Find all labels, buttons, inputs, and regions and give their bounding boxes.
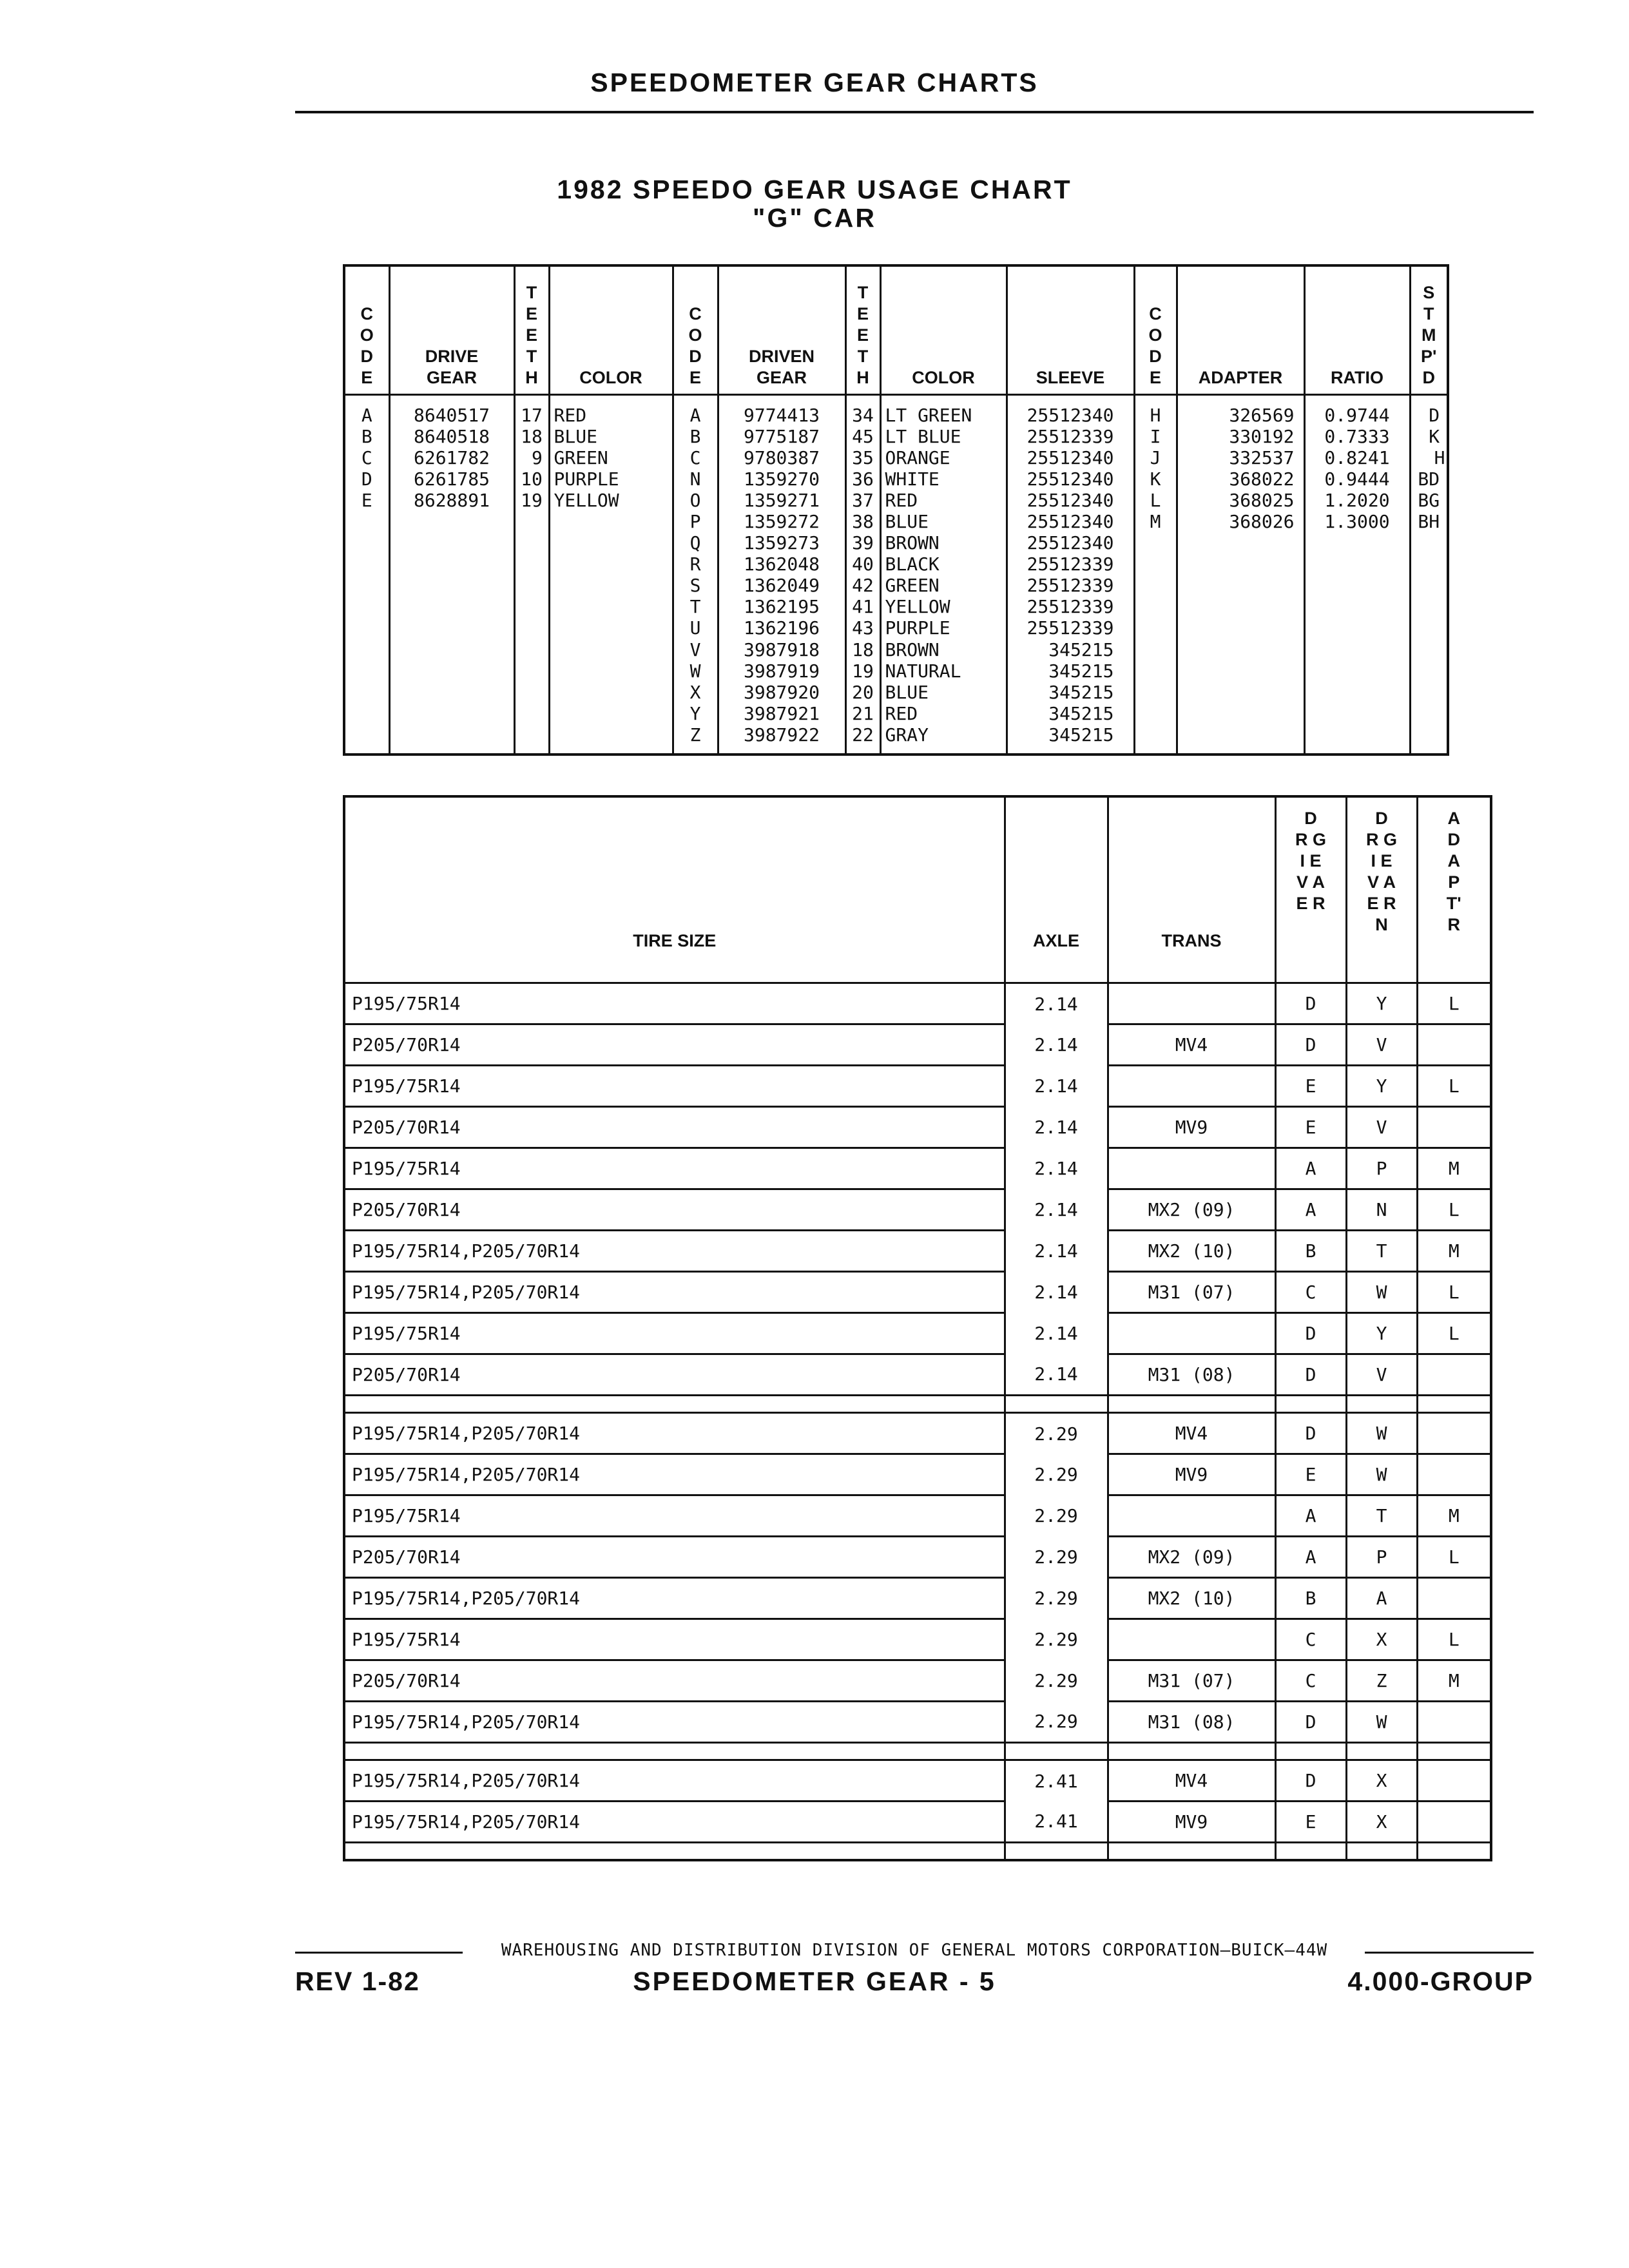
driver-gear-cell: B xyxy=(1275,1231,1346,1272)
separator-cell xyxy=(344,1743,1005,1760)
adapter-cell: L xyxy=(1417,1189,1491,1231)
trans-cell xyxy=(1108,1495,1275,1537)
adapter-cell: L xyxy=(1417,1313,1491,1354)
driven-code-column: A B C N O P Q R S T U V W X Y Z xyxy=(673,394,718,754)
usage-row xyxy=(344,1313,1491,1354)
driven-gear-cell: P xyxy=(1346,1537,1417,1578)
header-tire-size: TIRE SIZE xyxy=(344,796,1005,983)
driver-gear-cell: D xyxy=(1275,1702,1346,1743)
tire-size-cell: P195/75R14 xyxy=(344,1148,1005,1189)
separator-cell xyxy=(1417,1396,1491,1413)
axle-cell: 2.14 xyxy=(1005,1272,1108,1313)
separator-cell xyxy=(1108,1743,1275,1760)
driven-gear-cell: Z xyxy=(1346,1660,1417,1702)
group-separator xyxy=(344,1743,1491,1760)
trans-cell xyxy=(1108,1066,1275,1107)
driven-gear-cell: W xyxy=(1346,1413,1417,1454)
driver-gear-cell: D xyxy=(1275,1024,1346,1066)
adapter-cell: L xyxy=(1417,1272,1491,1313)
driver-gear-cell: D xyxy=(1275,983,1346,1024)
tire-size-cell: P205/70R14 xyxy=(344,1107,1005,1148)
axle-cell: 2.29 xyxy=(1005,1619,1108,1660)
group-separator xyxy=(344,1396,1491,1413)
top-rule xyxy=(295,111,1534,113)
tire-size-cell: P205/70R14 xyxy=(344,1024,1005,1066)
driven-gear-cell: W xyxy=(1346,1454,1417,1495)
driver-gear-cell: A xyxy=(1275,1537,1346,1578)
driver-gear-cell: D xyxy=(1275,1313,1346,1354)
tire-size-cell: P195/75R14,P205/70R14 xyxy=(344,1760,1005,1802)
tire-size-cell: P195/75R14 xyxy=(344,1495,1005,1537)
gear-table xyxy=(343,264,1449,756)
driver-gear-cell: D xyxy=(1275,1760,1346,1802)
drive-teeth-column: 17 18 9 10 19 xyxy=(514,394,549,754)
adapter-cell: M xyxy=(1417,1660,1491,1702)
chart-title-line1: 1982 SPEEDO GEAR USAGE CHART xyxy=(557,175,1072,204)
driven-gear-cell: X xyxy=(1346,1619,1417,1660)
tire-size-cell: P195/75R14 xyxy=(344,1066,1005,1107)
axle-cell: 2.14 xyxy=(1005,1107,1108,1148)
driven-teeth-column: 34 45 35 36 37 38 39 40 42 41 43 18 19 20 21 22 xyxy=(845,394,880,754)
axle-cell: 2.29 xyxy=(1005,1413,1108,1454)
sleeve-column: 25512340 25512339 25512340 25512340 25512340 25512340 25512340 25512339 25512339 25512339 25512339 345215 345215 345215 345215 345215 xyxy=(1007,394,1134,754)
usage-row xyxy=(344,983,1491,1024)
header-axle: AXLE xyxy=(1005,796,1108,983)
adapter-cell xyxy=(1417,1354,1491,1396)
tire-size-cell: P205/70R14 xyxy=(344,1354,1005,1396)
header-teeth-driven: T E E T H xyxy=(845,265,880,394)
adapter-cell: M xyxy=(1417,1495,1491,1537)
separator-cell xyxy=(1005,1843,1108,1861)
trans-cell: MV4 xyxy=(1108,1413,1275,1454)
adapter-cell: L xyxy=(1417,1619,1491,1660)
trans-cell: M31 (07) xyxy=(1108,1660,1275,1702)
adapter-cell: L xyxy=(1417,1066,1491,1107)
chart-title-line2: "G" CAR xyxy=(753,203,876,233)
header-teeth-drive: T E E T H xyxy=(514,265,549,394)
driver-gear-cell: A xyxy=(1275,1189,1346,1231)
axle-cell: 2.14 xyxy=(1005,1354,1108,1396)
axle-cell: 2.29 xyxy=(1005,1702,1108,1743)
usage-row xyxy=(344,1760,1491,1802)
footer-group: 4.000-GROUP xyxy=(1347,1966,1534,1996)
tire-size-cell: P195/75R14,P205/70R14 xyxy=(344,1272,1005,1313)
driven-gear-cell: X xyxy=(1346,1760,1417,1802)
adapter-cell: M xyxy=(1417,1148,1491,1189)
usage-row xyxy=(344,1578,1491,1619)
header-drive-gear: DRIVE GEAR xyxy=(389,265,514,394)
axle-cell: 2.29 xyxy=(1005,1454,1108,1495)
driven-gear-cell: Y xyxy=(1346,983,1417,1024)
header-driver-gear: D R G I E V A E R xyxy=(1275,796,1346,983)
usage-row xyxy=(344,1537,1491,1578)
header-ratio: RATIO xyxy=(1304,265,1410,394)
trans-cell: MX2 (09) xyxy=(1108,1537,1275,1578)
adapter-cell xyxy=(1417,1760,1491,1802)
driven-gear-cell: V xyxy=(1346,1354,1417,1396)
usage-row xyxy=(344,1619,1491,1660)
driven-gear-cell: T xyxy=(1346,1495,1417,1537)
usage-table-header xyxy=(344,796,1491,983)
drive-color-column: RED BLUE GREEN PURPLE YELLOW xyxy=(549,394,673,754)
driven-gear-cell: W xyxy=(1346,1272,1417,1313)
driver-gear-cell: E xyxy=(1275,1802,1346,1843)
driven-gear-cell: W xyxy=(1346,1702,1417,1743)
stmpd-column: D K H BD BG BH xyxy=(1418,404,1445,532)
footer-section: SPEEDOMETER GEAR - 5 xyxy=(633,1966,996,1996)
axle-cell: 2.41 xyxy=(1005,1802,1108,1843)
separator-cell xyxy=(1346,1843,1417,1861)
driven-gear-cell: Y xyxy=(1346,1313,1417,1354)
axle-cell: 2.29 xyxy=(1005,1660,1108,1702)
tire-size-cell: P195/75R14,P205/70R14 xyxy=(344,1702,1005,1743)
tire-size-cell: P205/70R14 xyxy=(344,1660,1005,1702)
tire-size-cell: P195/75R14,P205/70R14 xyxy=(344,1413,1005,1454)
usage-row xyxy=(344,1272,1491,1313)
trans-cell: MV4 xyxy=(1108,1760,1275,1802)
header-adapter: A D A P T' R xyxy=(1417,796,1491,983)
tire-size-cell: P195/75R14 xyxy=(344,983,1005,1024)
trans-cell: MX2 (09) xyxy=(1108,1189,1275,1231)
header-trans: TRANS xyxy=(1108,796,1275,983)
chart-title xyxy=(0,175,1629,232)
trans-cell xyxy=(1108,1148,1275,1189)
driver-gear-cell: C xyxy=(1275,1272,1346,1313)
usage-table xyxy=(343,795,1492,1861)
tire-size-cell: P205/70R14 xyxy=(344,1537,1005,1578)
ratio-column: 0.9744 0.7333 0.8241 0.9444 1.2020 1.3000 xyxy=(1304,394,1410,754)
adapter-cell xyxy=(1417,1802,1491,1843)
drive-gear-column: 8640517 8640518 6261782 6261785 8628891 xyxy=(389,394,514,754)
tire-size-cell: P195/75R14,P205/70R14 xyxy=(344,1802,1005,1843)
trans-cell: MX2 (10) xyxy=(1108,1578,1275,1619)
gear-table-body xyxy=(344,394,1448,754)
driver-gear-cell: E xyxy=(1275,1454,1346,1495)
usage-row xyxy=(344,1107,1491,1148)
axle-cell: 2.29 xyxy=(1005,1578,1108,1619)
trans-cell: M31 (08) xyxy=(1108,1702,1275,1743)
trans-cell: M31 (07) xyxy=(1108,1272,1275,1313)
driven-gear-cell: P xyxy=(1346,1148,1417,1189)
usage-row xyxy=(344,1148,1491,1189)
header-driven-gear: DRIVEN GEAR xyxy=(718,265,845,394)
footer-division-line: WAREHOUSING AND DISTRIBUTION DIVISION OF GENERAL MOTORS CORPORATION—BUICK—44W xyxy=(501,1941,1328,1960)
axle-cell: 2.14 xyxy=(1005,1066,1108,1107)
header-driven-gear: D R G I E V A E R N xyxy=(1346,796,1417,983)
adapter-cell xyxy=(1417,1107,1491,1148)
drive-code-column: A B C D E xyxy=(344,394,389,754)
separator-cell xyxy=(344,1843,1005,1861)
trans-cell xyxy=(1108,1619,1275,1660)
header-color-drive: COLOR xyxy=(549,265,673,394)
adapter-code-column: H I J K L M xyxy=(1134,394,1177,754)
driver-gear-cell: D xyxy=(1275,1413,1346,1454)
driver-gear-cell: D xyxy=(1275,1354,1346,1396)
header-adapter: ADAPTER xyxy=(1177,265,1304,394)
header-code-adapter: C O D E xyxy=(1134,265,1177,394)
driven-gear-cell: T xyxy=(1346,1231,1417,1272)
header-stmpd: S T M P' D xyxy=(1410,265,1448,394)
tire-size-cell: P205/70R14 xyxy=(344,1189,1005,1231)
trans-cell xyxy=(1108,983,1275,1024)
axle-cell: 2.29 xyxy=(1005,1495,1108,1537)
trans-cell: MV4 xyxy=(1108,1024,1275,1066)
driven-gear-column: 9774413 9775187 9780387 1359270 1359271 1359272 1359273 1362048 1362049 1362195 1362196 3987918 3987919 3987920 3987921 3987922 xyxy=(718,394,845,754)
header-code-drive: C O D E xyxy=(344,265,389,394)
driven-gear-cell: A xyxy=(1346,1578,1417,1619)
usage-row xyxy=(344,1354,1491,1396)
driven-gear-cell: V xyxy=(1346,1107,1417,1148)
axle-cell: 2.14 xyxy=(1005,1231,1108,1272)
usage-row xyxy=(344,1702,1491,1743)
usage-row xyxy=(344,1495,1491,1537)
separator-cell xyxy=(1108,1396,1275,1413)
tire-size-cell: P195/75R14,P205/70R14 xyxy=(344,1578,1005,1619)
usage-row xyxy=(344,1024,1491,1066)
separator-cell xyxy=(344,1396,1005,1413)
separator-cell xyxy=(1005,1396,1108,1413)
adapter-cell xyxy=(1417,1702,1491,1743)
driver-gear-cell: C xyxy=(1275,1660,1346,1702)
footer-revision: REV 1-82 xyxy=(295,1966,420,1996)
driver-gear-cell: A xyxy=(1275,1148,1346,1189)
driven-gear-cell: N xyxy=(1346,1189,1417,1231)
usage-row xyxy=(344,1189,1491,1231)
separator-cell xyxy=(1108,1843,1275,1861)
trans-cell: MV9 xyxy=(1108,1454,1275,1495)
driver-gear-cell: E xyxy=(1275,1066,1346,1107)
driven-gear-cell: X xyxy=(1346,1802,1417,1843)
adapter-column: 326569 330192 332537 368022 368025 368026 xyxy=(1177,394,1304,754)
adapter-cell: L xyxy=(1417,1537,1491,1578)
trans-cell: MV9 xyxy=(1108,1107,1275,1148)
separator-cell xyxy=(1417,1743,1491,1760)
tire-size-cell: P195/75R14 xyxy=(344,1313,1005,1354)
header-sleeve: SLEEVE xyxy=(1007,265,1134,394)
axle-cell: 2.14 xyxy=(1005,1024,1108,1066)
axle-cell: 2.29 xyxy=(1005,1537,1108,1578)
adapter-cell xyxy=(1417,1024,1491,1066)
usage-row xyxy=(344,1802,1491,1843)
trans-cell: MV9 xyxy=(1108,1802,1275,1843)
adapter-cell xyxy=(1417,1413,1491,1454)
separator-cell xyxy=(1275,1743,1346,1760)
driven-gear-cell: V xyxy=(1346,1024,1417,1066)
trans-cell: MX2 (10) xyxy=(1108,1231,1275,1272)
header-color-driven: COLOR xyxy=(880,265,1007,394)
driven-color-column: LT GREEN LT BLUE ORANGE WHITE RED BLUE BROWN BLACK GREEN YELLOW PURPLE BROWN NATURAL BLUE RED GRAY xyxy=(880,394,1007,754)
page-heading: SPEEDOMETER GEAR CHARTS xyxy=(590,68,1039,97)
adapter-cell: L xyxy=(1417,983,1491,1024)
tire-size-cell: P195/75R14 xyxy=(344,1619,1005,1660)
adapter-cell xyxy=(1417,1578,1491,1619)
axle-cell: 2.14 xyxy=(1005,983,1108,1024)
separator-cell xyxy=(1275,1396,1346,1413)
axle-cell: 2.41 xyxy=(1005,1760,1108,1802)
gear-table-header xyxy=(344,265,1448,394)
usage-row xyxy=(344,1231,1491,1272)
group-separator xyxy=(344,1843,1491,1861)
driver-gear-cell: B xyxy=(1275,1578,1346,1619)
driver-gear-cell: A xyxy=(1275,1495,1346,1537)
driver-gear-cell: C xyxy=(1275,1619,1346,1660)
axle-cell: 2.14 xyxy=(1005,1313,1108,1354)
separator-cell xyxy=(1005,1743,1108,1760)
separator-cell xyxy=(1417,1843,1491,1861)
driven-gear-cell: Y xyxy=(1346,1066,1417,1107)
usage-row xyxy=(344,1454,1491,1495)
adapter-cell xyxy=(1417,1454,1491,1495)
adapter-cell: M xyxy=(1417,1231,1491,1272)
axle-cell: 2.14 xyxy=(1005,1189,1108,1231)
axle-cell: 2.14 xyxy=(1005,1148,1108,1189)
tire-size-cell: P195/75R14,P205/70R14 xyxy=(344,1231,1005,1272)
usage-row xyxy=(344,1660,1491,1702)
trans-cell: M31 (08) xyxy=(1108,1354,1275,1396)
driver-gear-cell: E xyxy=(1275,1107,1346,1148)
usage-row xyxy=(344,1413,1491,1454)
separator-cell xyxy=(1346,1743,1417,1760)
trans-cell xyxy=(1108,1313,1275,1354)
tire-size-cell: P195/75R14,P205/70R14 xyxy=(344,1454,1005,1495)
separator-cell xyxy=(1275,1843,1346,1861)
separator-cell xyxy=(1346,1396,1417,1413)
usage-row xyxy=(344,1066,1491,1107)
header-code-driven: C O D E xyxy=(673,265,718,394)
